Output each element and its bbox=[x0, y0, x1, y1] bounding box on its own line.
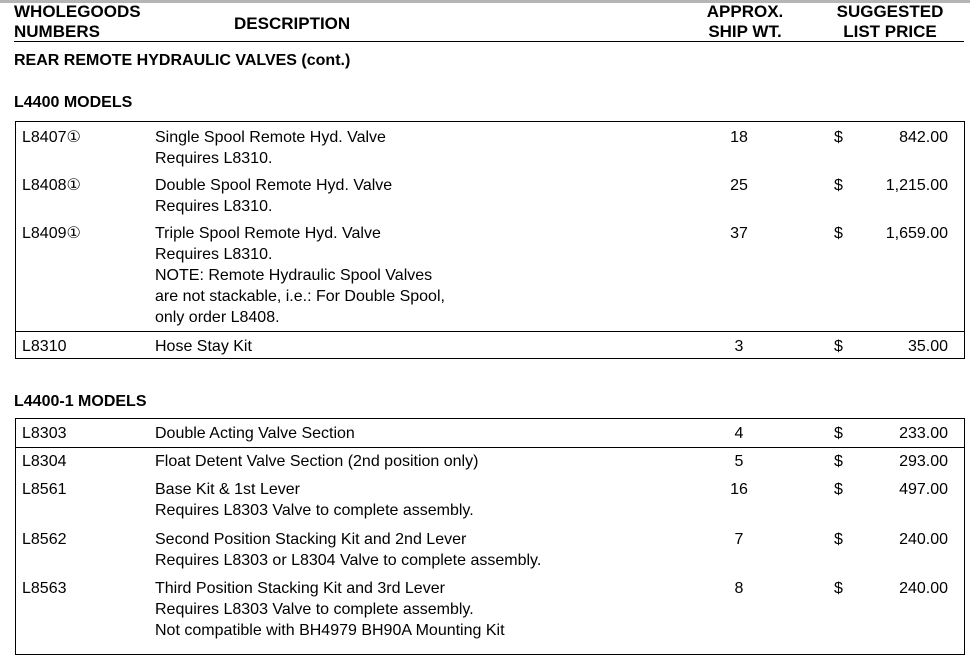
section-title-l4400: L4400 MODELS bbox=[14, 94, 133, 111]
list-price: 497.00 bbox=[899, 481, 948, 498]
part-description: Second Position Stacking Kit and 2nd Lever Requires L8303 or L8304 Valve to complete assembly. bbox=[155, 531, 542, 569]
table-l4400 bbox=[15, 121, 965, 359]
header-ship-weight: APPROX. SHIP WT. bbox=[706, 2, 784, 41]
header-divider bbox=[14, 41, 964, 42]
list-price: 1,215.00 bbox=[885, 177, 948, 194]
currency-symbol: $ bbox=[834, 225, 843, 242]
ship-weight: 7 bbox=[734, 531, 744, 548]
part-description: Base Kit & 1st Lever Requires L8303 Valve to complete assembly. bbox=[155, 481, 474, 519]
ship-weight: 18 bbox=[730, 129, 748, 146]
part-number: L8303 bbox=[22, 425, 67, 442]
currency-symbol: $ bbox=[834, 425, 843, 442]
part-number: L8304 bbox=[22, 453, 67, 470]
page-title: REAR REMOTE HYDRAULIC VALVES (cont.) bbox=[14, 52, 351, 69]
ship-weight: 37 bbox=[730, 225, 748, 242]
top-border bbox=[0, 0, 970, 3]
row-divider bbox=[16, 331, 964, 332]
part-description: Third Position Stacking Kit and 3rd Lever Requires L8303 Valve to complete assembly. Not compatible with BH4979 BH90A Mounting Kit bbox=[155, 580, 505, 639]
ship-weight: 16 bbox=[730, 481, 748, 498]
ship-weight: 25 bbox=[730, 177, 748, 194]
list-price: 35.00 bbox=[907, 338, 948, 355]
currency-symbol: $ bbox=[834, 129, 843, 146]
currency-symbol: $ bbox=[834, 177, 843, 194]
list-price: 842.00 bbox=[899, 129, 948, 146]
part-description: Double Acting Valve Section bbox=[155, 425, 355, 442]
list-price: 233.00 bbox=[899, 425, 948, 442]
part-number: L8563 bbox=[22, 580, 67, 597]
part-number: L8407① bbox=[22, 129, 81, 146]
part-description: Single Spool Remote Hyd. Valve Requires L8310. bbox=[155, 129, 386, 167]
currency-symbol: $ bbox=[834, 531, 843, 548]
section-title-l4400-1: L4400-1 MODELS bbox=[14, 393, 147, 410]
part-description: Double Spool Remote Hyd. Valve Requires L8310. bbox=[155, 177, 393, 215]
part-description: Triple Spool Remote Hyd. Valve Requires L8310. NOTE: Remote Hydraulic Spool Valves are not stackable, i.e.: For Double Spool, only order L8408. bbox=[155, 225, 445, 326]
part-number: L8408① bbox=[22, 177, 81, 194]
list-price: 240.00 bbox=[899, 531, 948, 548]
part-description: Hose Stay Kit bbox=[155, 338, 252, 355]
header-wholegoods-numbers: WHOLEGOODS NUMBERS bbox=[14, 2, 141, 41]
ship-weight: 4 bbox=[734, 425, 744, 442]
ship-weight: 8 bbox=[734, 580, 744, 597]
part-description: Float Detent Valve Section (2nd position only) bbox=[155, 453, 479, 470]
part-number: L8310 bbox=[22, 338, 67, 355]
part-number: L8561 bbox=[22, 481, 67, 498]
ship-weight: 5 bbox=[734, 453, 744, 470]
table-l4400-1 bbox=[15, 418, 965, 655]
row-divider bbox=[16, 447, 964, 448]
header-list-price: SUGGESTED LIST PRICE bbox=[836, 2, 944, 41]
list-price: 1,659.00 bbox=[885, 225, 948, 242]
ship-weight: 3 bbox=[734, 338, 744, 355]
header-description: DESCRIPTION bbox=[234, 14, 351, 33]
part-number: L8562 bbox=[22, 531, 67, 548]
currency-symbol: $ bbox=[834, 453, 843, 470]
currency-symbol: $ bbox=[834, 481, 843, 498]
list-price: 293.00 bbox=[899, 453, 948, 470]
currency-symbol: $ bbox=[834, 338, 843, 355]
list-price: 240.00 bbox=[899, 580, 948, 597]
part-number: L8409① bbox=[22, 225, 81, 242]
currency-symbol: $ bbox=[834, 580, 843, 597]
